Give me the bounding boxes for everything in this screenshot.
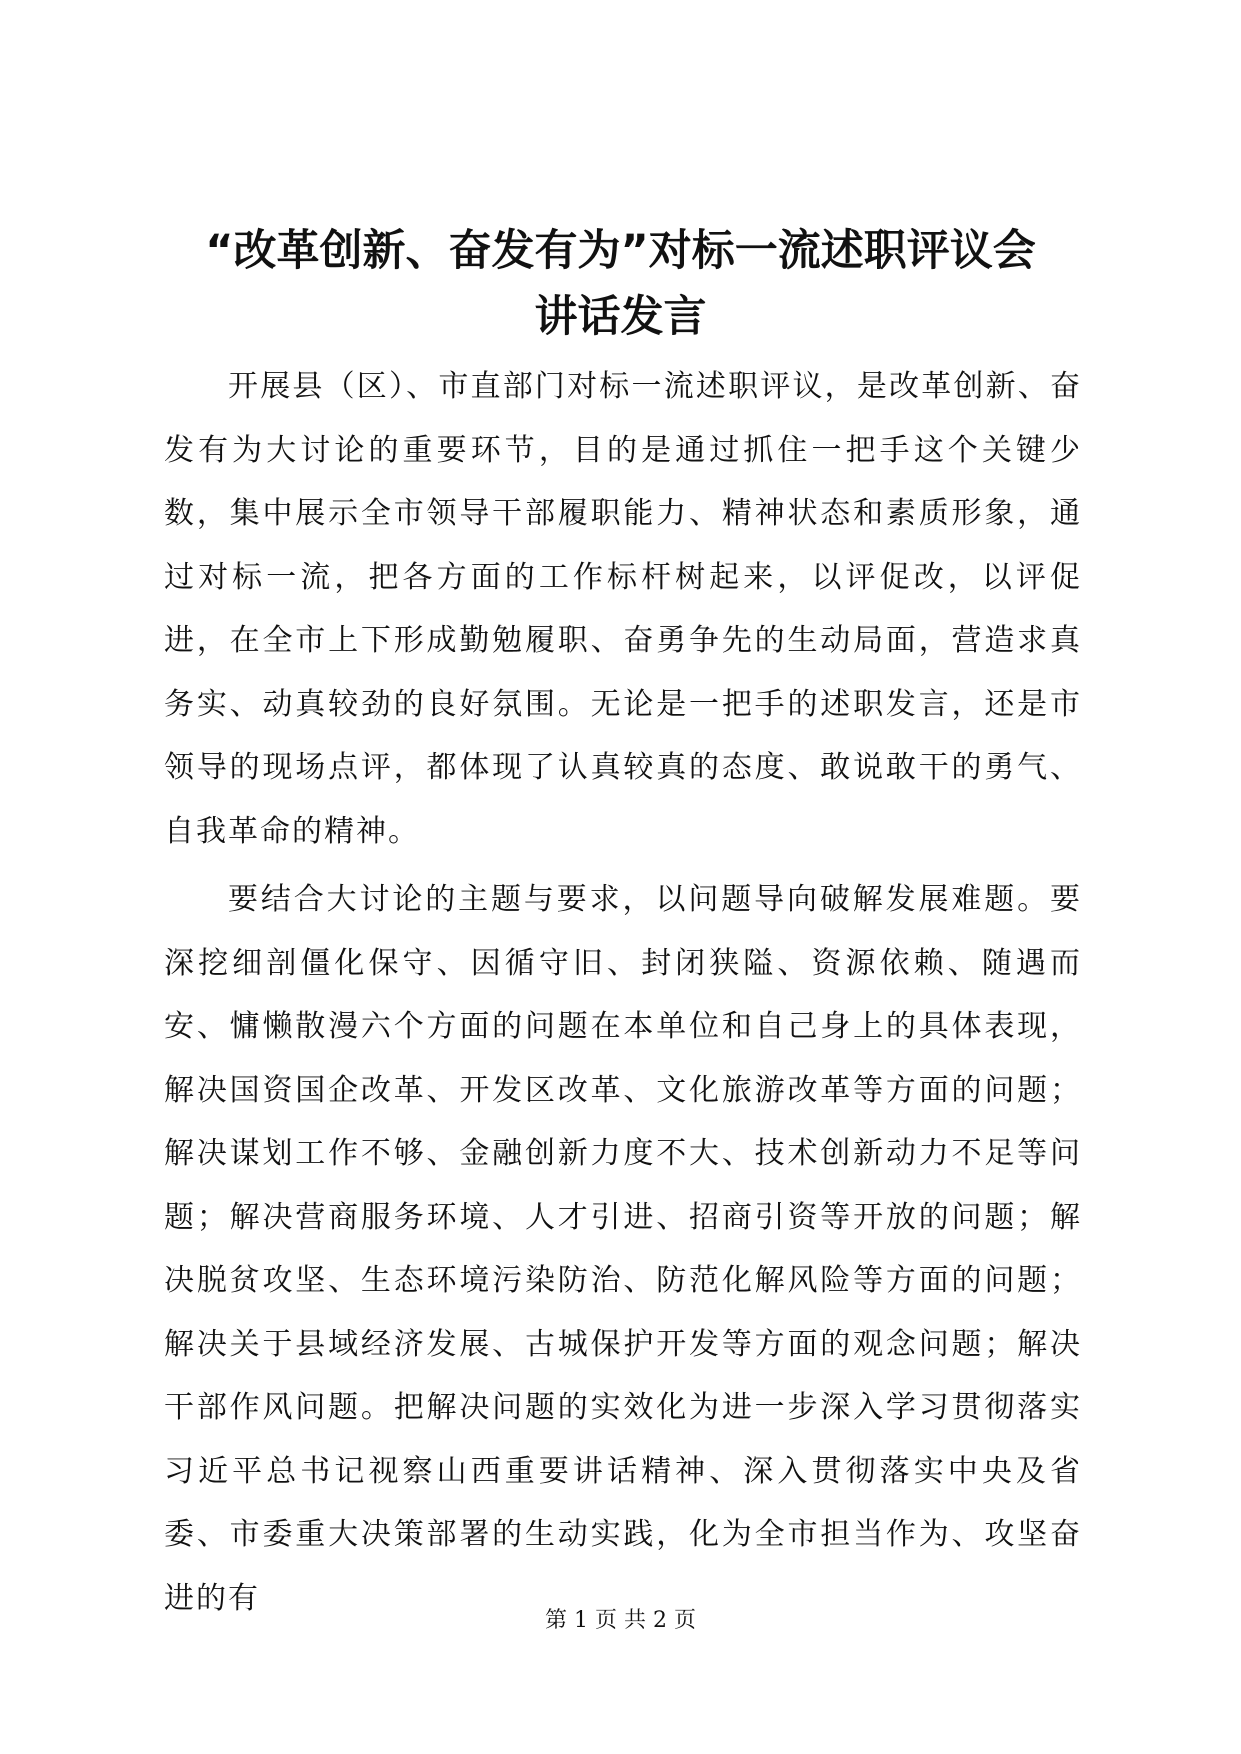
page-footer: 第 1 页 共 2 页: [545, 1608, 696, 1633]
document-body: [164, 355, 1082, 1630]
paragraph-2: 要结合大讨论的主题与要求，以问题导向破解发展难题。要深挖细剖僵化保守、因循守旧、封闭狭隘、资源依赖、随遇而安、慵懒散漫六个方面的问题在本单位和自己身上的具体表现，解决国资国企改革、开发区改革、文化旅游改革等方面的问题；解决谋划工作不够、金融创新力度不大、技术创新动力不足等问题；解决营商服务环境、人才引进、招商引资等开放的问题；解决脱贫攻坚、生态环境污染防治、防范化解风险等方面的问题；解决关于县域经济发展、古城保护开发等方面的观念问题；解决干部作风问题。把解决问题的实效化为进一步深入学习贯彻落实习近平总书记视察山西重要讲话精神、深入贯彻落实中央及省委、市委重大决策部署的生动实践，化为全市担当作为、攻坚奋进的有: [164, 882, 1082, 1616]
title-line-1: “改革创新、奋发有为”对标一流述职评议会: [205, 226, 1036, 276]
title-line-2: 讲话发言: [534, 292, 707, 342]
paragraph-1: 开展县（区）、市直部门对标一流述职评议，是改革创新、奋发有为大讨论的重要环节，目的是通过抓住一把手这个关键少数，集中展示全市领导干部履职能力、精神状态和素质形象，通过对标一流，把各方面的工作标杆树起来，以评促改，以评促进，在全市上下形成勤勉履职、奋勇争先的生动局面，营造求真务实、动真较劲的良好氛围。无论是一把手的述职发言，还是市领导的现场点评，都体现了认真较真的态度、敢说敢干的勇气、自我革命的精神。: [164, 369, 1082, 849]
document-title: [160, 218, 1081, 350]
